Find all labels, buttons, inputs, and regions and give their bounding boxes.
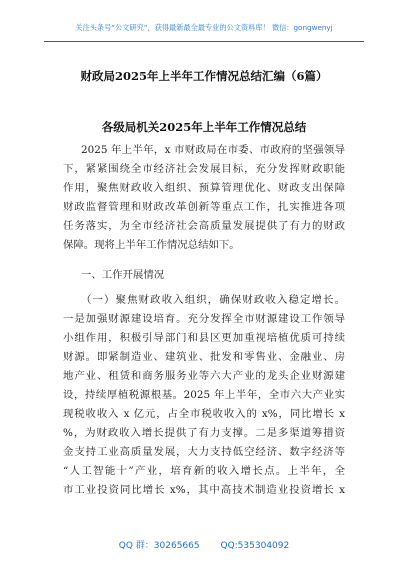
body-line: 下，紧紧围绕全市经济社会发展目标，充分发挥财政职能 — [63, 163, 345, 175]
body-line: “人工智能十”产业，培育新的收入增长点。上半年，全 — [63, 465, 345, 477]
body-line: 一是加强财源建设培育。充分发挥全市财源建设工作领导 — [63, 313, 345, 325]
body-line: 财源。即紧制造业、建筑业、批发和零售业、金融业、房 — [63, 351, 345, 363]
heading-line: 一、工作开展情况 — [81, 269, 165, 281]
body-line: %，为财政收入增长提供了有力支撑。二是多渠道筹措资 — [63, 427, 345, 439]
header-banner: 关注头条号“公文研究”，获得最新最全最专业的公文资料库！ 微信：gongwenyj — [75, 23, 333, 32]
document-title: 财政局2025年上半年工作情况总结汇编（6篇） — [80, 69, 328, 83]
body-line: 地产业、租赁和商务服务业等六大产业的龙头企业财源建 — [63, 370, 345, 382]
body-line: 设，持续厚植税源根基。2025 年上半年，全市六大产业实 — [63, 389, 345, 401]
footer-qq-number: QQ:535304092 — [220, 541, 290, 551]
body-line: 金支持工业高质量发展，大力支持低空经济、数字经济等 — [63, 446, 345, 458]
subheading-line: （一）聚焦财政收入组织，确保财政收入稳定增长。 — [81, 294, 345, 306]
body-line: 任务落实，为全市经济社会高质量发展提供了有力的财政 — [63, 220, 345, 232]
body-line: 保障。现将上半年工作情况总结如下。 — [63, 239, 240, 251]
body-line: 作用，聚焦财政收入组织、预算管理优化、财政支出保障 — [63, 182, 345, 194]
header-divider — [44, 41, 364, 42]
section-title: 各级局机关2025年上半年工作情况总结 — [101, 120, 307, 134]
body-line: 小组作用，积极引导部门和县区更加重视培植优质可持续 — [63, 332, 345, 344]
footer-contact — [0, 538, 408, 551]
body-line: 2025 年上半年，x 市财政局在市委、市政府的坚强领导 — [81, 144, 345, 156]
body-line: 市工业投资同比增长 x%，其中高技术制造业投资增长 x — [63, 484, 345, 496]
body-line: 现税收收入 x 亿元，占全市税收收入的 x%，同比增长 x — [63, 408, 345, 420]
footer-qq-group: QQ 群：30265665 — [118, 541, 200, 551]
body-line: 财政监督管理和财政改革创新等重点工作，扎实推进各项 — [63, 201, 345, 213]
